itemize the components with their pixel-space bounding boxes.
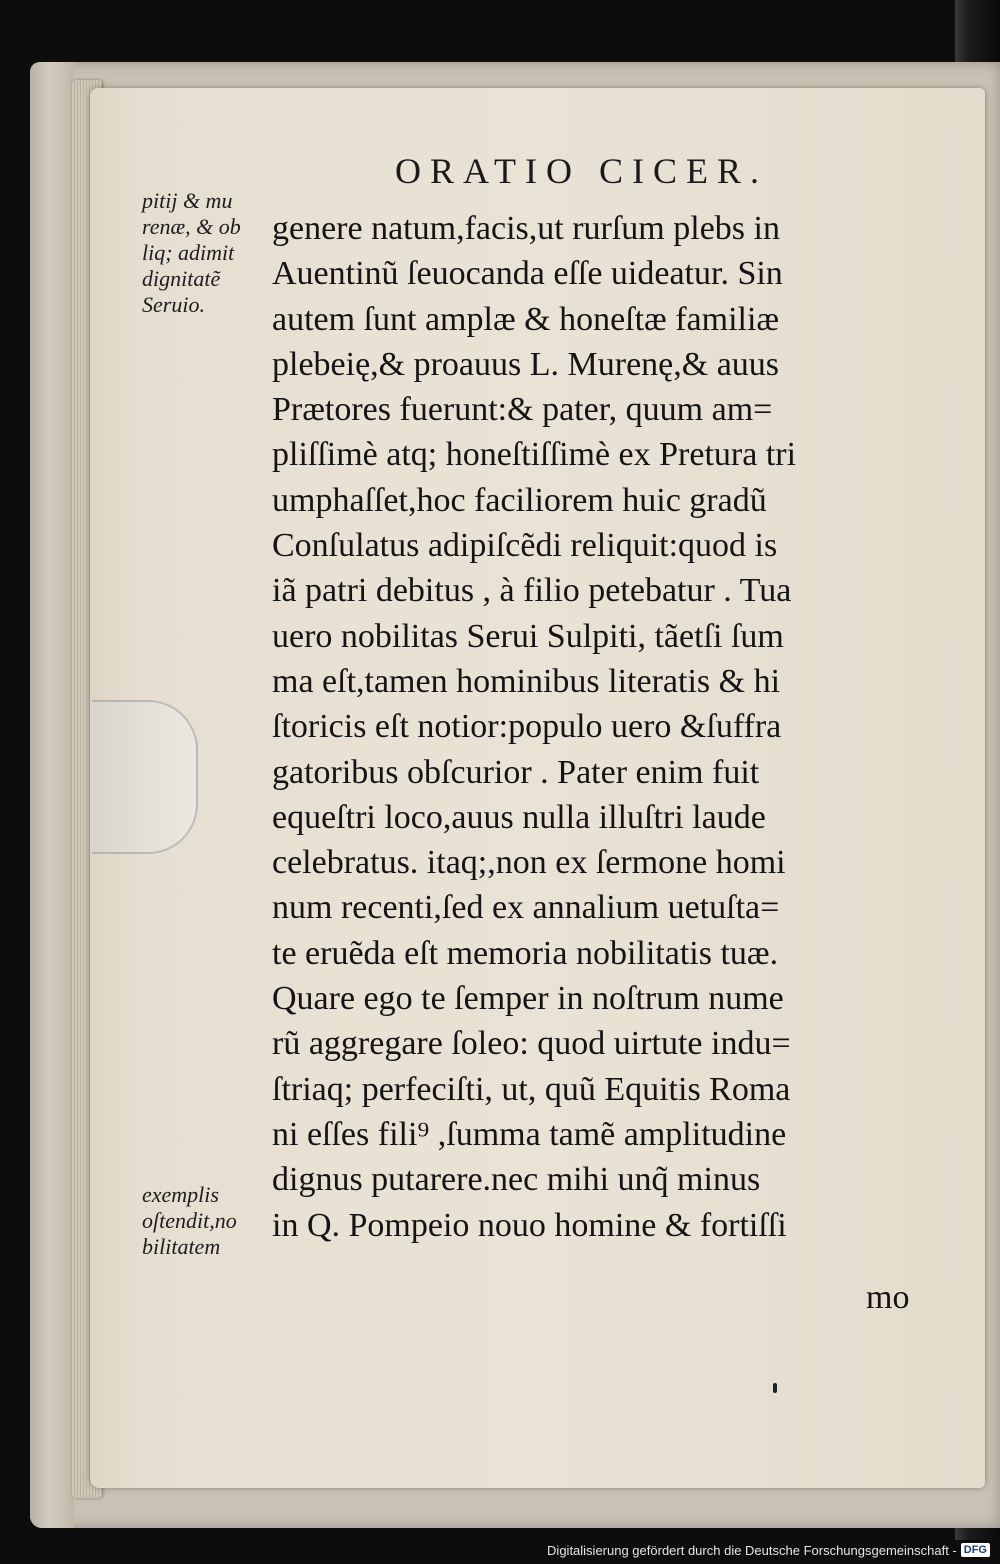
text-line: equeſtri loco,auus nulla illuſtri laude	[272, 798, 766, 836]
margin-note-top	[142, 188, 241, 318]
text-line: gatoribus obſcurior . Pater enim fuit	[272, 753, 760, 791]
margin-note-line: liq; adimit	[142, 240, 235, 265]
text-line: dignus putarere.nec mihi unq̃ minus	[272, 1161, 761, 1199]
text-line: iã patri debitus , à filio petebatur . Tua	[272, 572, 792, 610]
text-line: pliſſimè atq; honeſtiſſimè ex Pretura tri	[272, 436, 797, 474]
margin-note-bottom	[142, 1182, 237, 1260]
text-line: ſtoricis eſt notior:populo uero &ſuffra	[272, 708, 782, 746]
text-line: Conſulatus adipiſcẽdi reliquit:quod is	[272, 527, 778, 565]
margin-note-line: oſtendit,no	[142, 1208, 237, 1233]
text-line: ſtriaq; perfeciſti, ut, quũ Equitis Roma	[272, 1070, 791, 1108]
margin-note-line: Seruio.	[142, 292, 205, 317]
text-line: te eruẽda eſt memoria nobilitatis tuæ.	[272, 934, 779, 972]
text-line: in Q. Pompeio nouo homine & fortiſſi	[272, 1206, 787, 1244]
text-line: ni eſſes fili⁹ ,ſumma tamẽ amplitudine	[272, 1115, 787, 1153]
text-line: autem ſunt amplæ & honeſtæ familiæ	[272, 300, 780, 338]
text-line: umphaſſet,hoc faciliorem huic gradũ	[272, 481, 767, 519]
text-line: celebratus. itaq;,non ex ſermone homi	[272, 844, 786, 882]
text-line: Auentinũ ſeuocanda eſſe uideatur. Sin	[272, 255, 783, 293]
text-line: ma eſt,tamen hominibus literatis & hi	[272, 662, 781, 700]
margin-note-line: pitij & mu	[142, 188, 233, 213]
text-line: Quare ego te ſemper in noſtrum nume	[272, 980, 784, 1018]
text-line: genere natum,facis,ut rurſum plebs in	[272, 210, 780, 247]
digitization-footer	[547, 1540, 990, 1560]
text-line: Prætores fuerunt:& pater, quum am=	[272, 391, 773, 429]
catchword: mo	[866, 1279, 910, 1316]
text-line: num recenti,ſed ex annalium uetuſta=	[272, 889, 780, 927]
margin-note-line: bilitatem	[142, 1234, 221, 1259]
dfg-logo-icon: DFG	[961, 1543, 990, 1557]
text-line: rũ aggregare ſoleo: quod uirtute indu=	[272, 1025, 791, 1063]
footer-text: Digitalisierung gefördert durch die Deutsche Forschungsgemeinschaft -	[547, 1542, 957, 1558]
body-text	[272, 206, 952, 1248]
text-line: plebeię,& proauus L. Murenę,& auus	[272, 345, 780, 383]
text-line: uero nobilitas Serui Sulpiti, tãetſi ſum	[272, 617, 784, 655]
cover-fold	[30, 62, 74, 1528]
page-clip	[92, 700, 198, 854]
margin-note-line: renæ, & ob	[142, 214, 241, 239]
ink-speck	[773, 1383, 777, 1393]
margin-note-line: dignitatẽ	[142, 266, 221, 291]
margin-note-line: exemplis	[142, 1182, 219, 1207]
running-head: ORATIO CICER.	[395, 151, 769, 191]
